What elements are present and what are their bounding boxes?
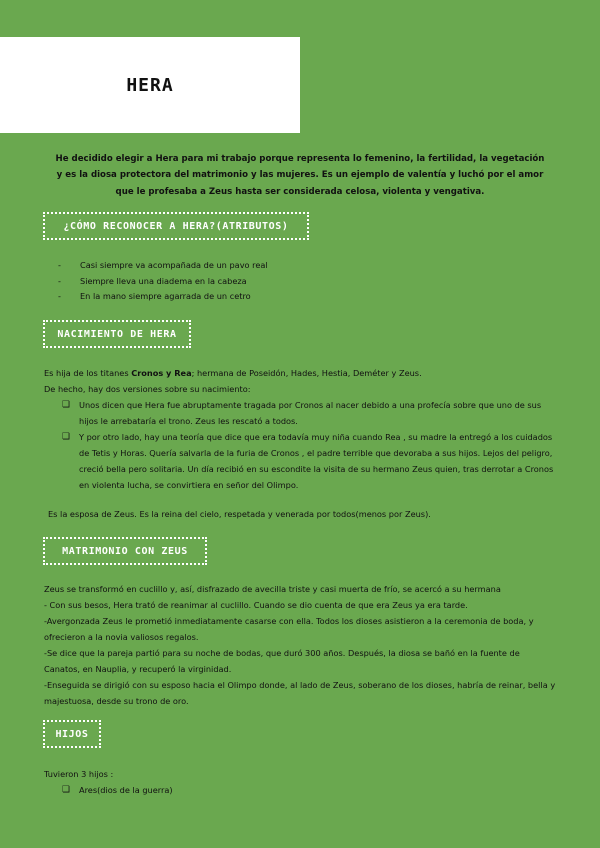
section-heading-birth-text: NACIMIENTO DE HERA	[57, 328, 177, 340]
list-item: ❏ Y por otro lado, hay una teoría que dice que era todavía muy niña cuando Rea , su madre la entregó a los cuidados de Tetis y Horas. Quería salvarla de la furia de Cronos , el padre terrible que devoraba a sus hijos. Lejos del peligro, creció bella pero solitaria. Un día recibió en su escondite la visita de su hermano Zeus quien, tras derrotar a Cronos en violenta lucha, se convirtiera en señor del Olimpo.	[62, 429, 558, 493]
section-heading-children	[43, 720, 101, 748]
children-list	[62, 782, 558, 798]
marriage-paragraph: - Con sus besos, Hera trató de reanimar al cuclillo. Cuando se dio cuenta de que era Zeus ya era tarde.	[44, 600, 468, 610]
marriage-paragraph: Zeus se transformó en cuclillo y, así, disfrazado de avecilla triste y casi muerta de frío, se acercó a su hermana	[44, 584, 501, 594]
birth-parents-line: Es hija de los titanes Cronos y Rea; hermana de Poseidón, Hades, Hestia, Deméter y Zeus.	[44, 368, 422, 378]
birth-closing: Es la esposa de Zeus. Es la reina del cielo, respetada y venerada por todos(menos por Zeus).	[48, 509, 431, 519]
section-heading-children-text: HIJOS	[55, 728, 89, 740]
marriage-paragraph: -Se dice que la pareja partió para su noche de bodas, que duró 300 años. Después, la diosa se bañó en la fuente de Canatos, en Nauplia, y recuperó la virginidad.	[44, 648, 520, 674]
list-item: - Siempre lleva una diadema en la cabeza	[58, 275, 247, 286]
birth-versions-intro: De hecho, hay dos versiones sobre su nacimiento:	[44, 384, 251, 394]
section-heading-attributes	[43, 212, 309, 240]
list-item: ❏ Unos dicen que Hera fue abruptamente tragada por Cronos al nacer debido a una profecía sobre que uno de sus hijos le arrebataría el trono. Zeus les rescató a todos.	[62, 397, 558, 429]
attributes-list	[58, 258, 268, 305]
section-heading-marriage	[43, 537, 207, 565]
section-heading-birth	[43, 320, 191, 348]
list-item: ❏ Ares(dios de la guerra)	[62, 782, 558, 798]
birth-versions-list	[62, 397, 558, 493]
list-item: - En la mano siempre agarrada de un cetro	[58, 291, 251, 301]
title-box	[0, 37, 300, 133]
marriage-text	[44, 581, 556, 709]
checkbox-bullet-icon: ❏	[62, 785, 71, 795]
page-title: HERA	[126, 75, 174, 96]
checkbox-bullet-icon: ❏	[62, 400, 71, 410]
marriage-paragraph: -Enseguida se dirigió con su esposo hacia el Olimpo donde, al lado de Zeus, soberano de los dioses, habría de reinar, bella y majestuosa, desde su trono de oro.	[44, 680, 556, 706]
section-heading-attributes-text: ¿CÓMO RECONOCER A HERA?(ATRIBUTOS)	[63, 220, 289, 232]
checkbox-bullet-icon: ❏	[62, 432, 71, 442]
children-intro: Tuvieron 3 hijos :	[44, 769, 114, 779]
list-item: - Casi siempre va acompañada de un pavo real	[58, 260, 268, 270]
marriage-paragraph: -Avergonzada Zeus le prometió inmediatamente casarse con ella. Todos los dioses asistieron a la ceremonia de boda, y ofrecieron a la novia valiosos regalos.	[44, 616, 534, 642]
intro-paragraph: He decidido elegir a Hera para mi trabajo porque representa lo femenino, la fertilidad, la vegetación y es la diosa protectora del matrimonio y las mujeres. Es un ejemplo de valentía y luchó por el amor que le profesaba a Zeus hasta ser considerada celosa, violenta y vengativa.	[55, 154, 545, 197]
section-heading-marriage-text: MATRIMONIO CON ZEUS	[62, 545, 188, 557]
